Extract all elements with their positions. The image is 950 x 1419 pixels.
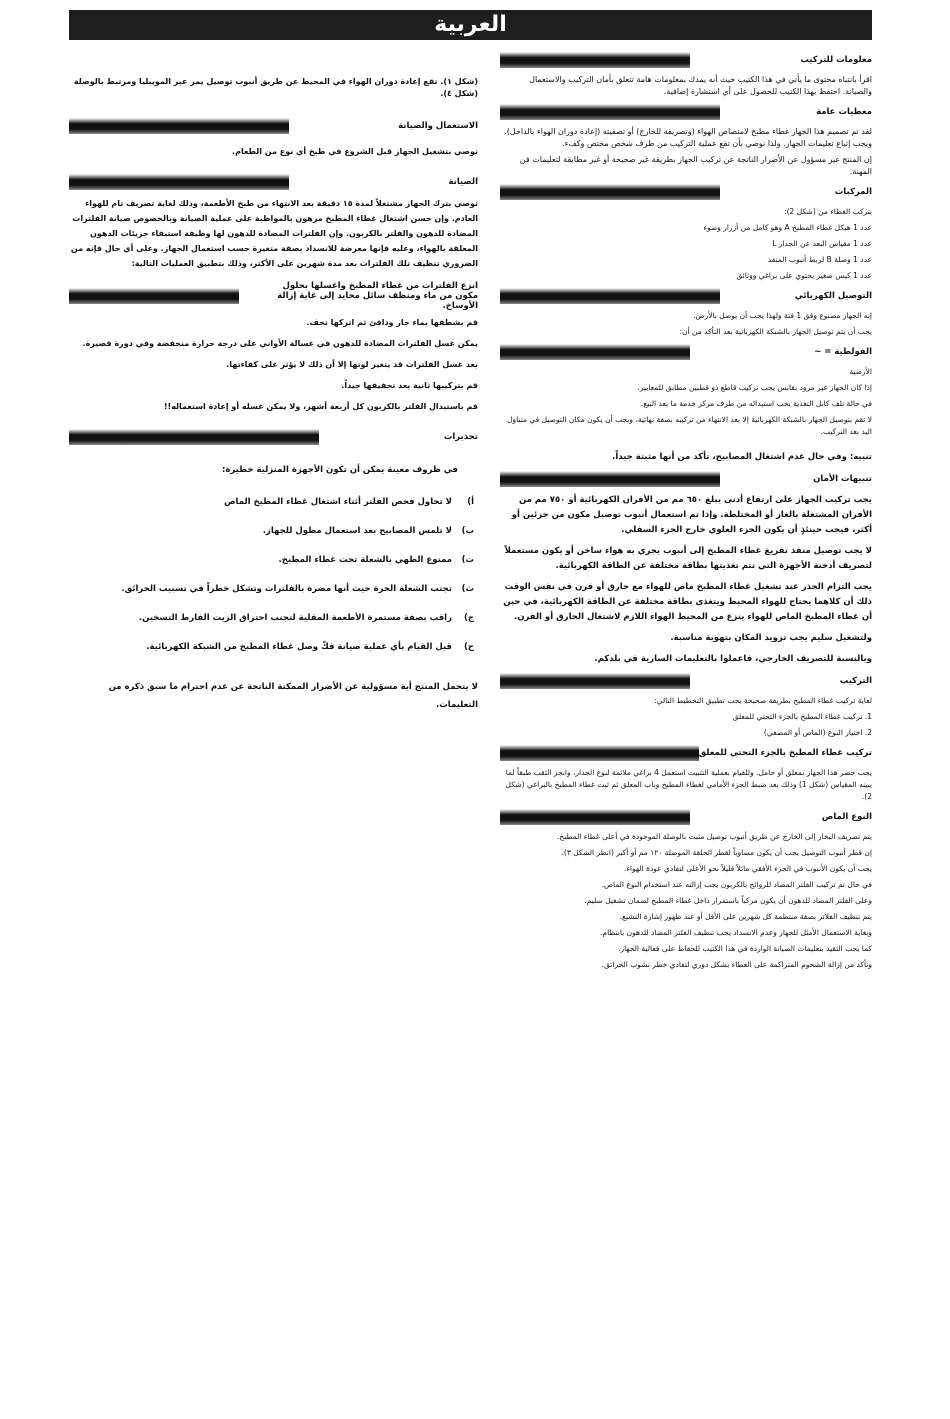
section-heading: تركيب غطاء المطبخ بالجزء التحتي للمعلق: [698, 748, 872, 758]
section-heading: التركيب: [839, 676, 872, 686]
paragraph: يجب حصر هذا الجهاز بمعلق أو حامل. وللقيام بعملية التثبيت استعمل 4 براغي ملائمة لنوع الجدار، وانجز الثقب طبقاً لما يبينه المقياس (شكل 1) وذلك بعد ضبط الجزء الأمامي لغطاء المطبخ وباب المعلق ثم ثبت غطاء المطبخ بالبراغي (شكل 2).: [505, 768, 872, 801]
heading-bar: [500, 745, 699, 761]
heading-bar: [500, 809, 690, 825]
paragraph: إنه الجهاز مصنوع وفق 1 فئة ولهذا يجب أن يوصل بالأرض.: [693, 311, 872, 320]
paragraph: اقرأ بانتباه محتوى ما يأتي في هذا الكتيب حيث أنه يمدك بمعلومات هامة تتعلق بأمان التركيب والاستعمال والصيانة. احتفظ بهذا الكتيب للحصول على أي استشارة إضافية.: [529, 75, 872, 96]
list-item: [69, 525, 478, 538]
paragraph: (شكل ١). تقع إعادة دوران الهواء في المحيط عن طريق أنبوب توصيل يمر عبر المويبليا ومرتبط بالوصلة (شكل ٤).: [73, 77, 478, 98]
list-item: كما يجب التقيد بتعليمات الصيانة الواردة في هذا الكتيب للحفاظ على فعالية الجهاز.: [618, 944, 872, 953]
paragraph: وبالنسبة للتصريف الخارجي، فاعملوا بالتعليمات السارية في بلدكم.: [594, 654, 872, 664]
heading-bar: [69, 429, 319, 445]
heading-bar: [500, 184, 720, 200]
list-marker: أ): [467, 497, 474, 507]
list-item: وعلى الفلتر المضاد للدهون أن يكون مركباً باستمرار داخل غطاء المطبخ لضمان تشغيل سليم.: [584, 896, 872, 905]
list-marker: ج): [463, 613, 474, 623]
section-safety: [500, 471, 872, 487]
list-marker: ب): [461, 526, 474, 536]
section-heading: الفولطية = ~: [814, 347, 872, 357]
section-components: [500, 184, 872, 200]
section-heading: الاستعمال والصيانة: [398, 121, 478, 131]
list-marker: ح): [463, 642, 474, 652]
section-mounting: [500, 745, 872, 761]
heading-bar: [69, 288, 239, 304]
list-item: في حالة تلف كابل التغذية يجب استبداله من طرف مركز خدمة ما بعد البيع.: [640, 399, 872, 408]
section-electrical: [500, 288, 872, 304]
section-general: [500, 104, 872, 120]
section-heading: التوصيل الكهربائي: [794, 291, 872, 301]
page-header: [69, 10, 872, 40]
section-heading: معطيات عامة: [816, 107, 872, 117]
list-item: عدد 1 هيكل غطاء المطبخ A وهو كامل من أزرار وضوء: [703, 223, 872, 232]
list-text: لا تحاول فحص الفلتر أثناء اشتغال غطاء المطبخ الماص: [224, 497, 452, 507]
list-text: تجنب الشعلة الحرة حيث أنها مضرة بالفلترات وتشكل خطراً في تسبيب الحرائق.: [121, 584, 452, 594]
section-heading: الصيانة: [448, 177, 478, 187]
list-item: بعد غسل الفلترات قد يتغير لونها إلا أن ذلك لا يؤثر على كفاءتها.: [226, 360, 478, 369]
list-item: 1. تركيب غطاء المطبخ بالجزء التحتي للمعلق: [732, 712, 872, 721]
paragraph: يجب تركيب الجهاز على ارتفاع أدنى يبلغ ٦٥٠ مم من الأفران الكهربائية أو ٧٥٠ مم من الأفران المشتغلة بالغاز أو المختلطة. وإذا تم استعمال أنبوب توصيل مكون من جزئين أو أكثر، فيجب حينئذٍ أن يكون الجزء العلوي خارج الجزء السفلي.: [511, 495, 872, 535]
section-heading: انزع الفلترات من غطاء المطبخ واغسلها بحلول مكون من ماء ومنظف سائل محايد إلى غاية إزالة الأوساخ.: [277, 281, 478, 311]
section-types: [500, 809, 872, 825]
heading-bar: [500, 673, 690, 689]
heading-bar: [69, 174, 289, 190]
list-item: قم بشطفها بماء جار ودافئ ثم اتركها تجف.: [306, 318, 478, 327]
list-item: وبغاية الاستعمال الأمثل للجهاز وعدم الانسداد يجب تنظيف الفلتر المضاد للدهون بانتظام.: [600, 928, 872, 937]
section-installation: [500, 673, 872, 689]
list-marker: ت): [461, 555, 474, 565]
list-marker: ث): [461, 584, 474, 594]
list-text: راقب بصفة مستمرة الأطعمة المقلية لتجنب احتراق الزيت الفارط التسخين.: [138, 613, 452, 623]
paragraph: في ظروف معينة يمكن أن تكون الأجهزة المنزلية خطيرة:: [221, 465, 458, 475]
list-item: يمكن غسل الفلترات المضادة للدهون في غسالة الأواني على درجة حرارة منخفضة وفي دورة قصيرة.: [82, 339, 478, 348]
heading-bar: [500, 52, 690, 68]
list-text: ممنوع الطهي بالشعلة تحت غطاء المطبخ.: [278, 555, 452, 565]
paragraph: إن المنتج غير مسؤول عن الأضرار الناتجة عن تركيب الجهاز بطريقة غير صحيحة أو غير مطابقة لتعليمات فن المهنة.: [519, 155, 872, 176]
list-item: قم باستبدال الفلتر بالكربون كل أربعة أشهر، ولا يمكن غسله أو إعادة استعماله!!: [163, 402, 478, 411]
paragraph: يجب أن يتم توصيل الجهاز بالشبكة الكهربائية بعد التأكد من أن:: [679, 327, 872, 336]
heading-bar: [500, 344, 690, 360]
list-item: يتم تصريف البخار إلى الخارج عن طريق أنبوب توصيل مثبت بالوصلة الموجودة في أعلى غطاء المطبخ.: [557, 832, 872, 841]
section-install-info: [500, 52, 872, 68]
list-item: يجب أن يكون الأنبوب في الجزء الأفقي مائلاً قليلاً نحو الأعلى لتفادي عودة الهواء.: [623, 864, 872, 873]
list-item: إن قطر أنبوب التوصيل يجب أن يكون مساوياً لقطر الحلقة الموصلة ١٢٠ مم أو أكبر (انظر الشكل ٣).: [561, 848, 872, 857]
paragraph: لغاية تركيب غطاء المطبخ بطريقة صحيحة يجب تطبيق التخطيط التالي:: [654, 696, 872, 705]
list-item: [69, 612, 478, 625]
list-item: عدد 1 كيس صغير يحتوي على براغي ووثائق: [736, 271, 872, 280]
section-heading: تنبيهات الأمان: [813, 474, 872, 484]
section-heading: النوع الماص: [821, 812, 872, 822]
list-item: [69, 641, 478, 654]
section-use: [69, 118, 478, 134]
list-item: عدد 1 مقياس البعد عن الجدار L: [772, 239, 872, 248]
paragraph: لقد تم تصميم هذا الجهاز غطاء مطبخ لامتصاص الهواء (وتصريفه للخارج) أو تصفيته (إعادة دوران الهواء بالداخل). ويجب إتباع تعليمات الجهاز. ولذا نوصي بأن تقع عملية التركيب من طرف شخص مختص وكفء.: [504, 127, 872, 148]
disclaimer: لا يتحمل المنتج أية مسؤولية عن الأضرار الممكنة الناتجة عن عدم احترام ما سبق ذكره من التعليمات.: [108, 682, 478, 710]
paragraph: يجب التزام الحذر عند تشغيل غطاء المطبخ ماص للهواء مع حارق أو فرن في نفس الوقت ذلك أن كلاهما يحتاج للهواء المحيط ويتغذى بطاقة مختلفة عن الطاقة الكهربائية، في حين أن غطاء المطبخ الماص للهواء ينزع من المحيط الهواء اللازم لاشتغال الحارق أو الفرن.: [503, 582, 872, 622]
section-heading: تحذيرات: [443, 432, 478, 442]
list-item: [69, 583, 478, 596]
list-item: [69, 554, 478, 567]
section-warnings: [69, 429, 478, 445]
heading-bar: [69, 118, 289, 134]
heading-bar: [500, 104, 720, 120]
paragraph: يتركب الغطاء من (شكل 2):: [784, 207, 872, 216]
section-electrical-details: [500, 344, 872, 360]
heading-bar: [500, 288, 720, 304]
list-item: إذا كان الجهاز غير مزود بقابس يجب تركيب قاطع ذو قطبين مطابق للمعايير.: [637, 383, 872, 392]
paragraph: نوصي بترك الجهاز مشتغلاً لمدة ١٥ دقيقة بعد الانتهاء من طبخ الأطعمة، وذلك لغاية تصريف تام للهواء العادم. وإن حسن اشتغال غطاء المطبخ مرهون بالمواظبة على عملية الصيانة وبالخصوص صيانة الفلترات المضادة للدهون والفلتر بالكربون. وإن الفلترات المضادة للدهون لها وظيفة استيفاء جزيئات الدهون المعلقة بالهواء، وعليه فإنها معرضة للانسداد بصفة متغيرة حسب استعمال الجهاز. وعلى أي حال فإنه من الضروري تنظيف تلك الفلترات بعد مدة شهرين على الأكثر، وذلك بتطبيق العمليات التالية:: [70, 199, 478, 268]
list-item: في حال تم تركيب الفلتر المضاد للروائح بالكربون يجب إزالته عند استخدام النوع الماص.: [601, 880, 872, 889]
heading-bar: [500, 471, 720, 487]
list-item: الأرضية: [849, 367, 872, 376]
section-heading: معلومات للتركيب: [800, 55, 872, 65]
list-text: لا تلمس المصابيح بعد استعمال مطول للجهاز.: [262, 526, 452, 536]
page-title: العربية: [434, 12, 507, 37]
paragraph: لا يجب توصيل منفذ تفريغ غطاء المطبخ إلى أنبوب يجري به هواء ساخن أو يكون مستعملاً لتصريف أدخنة الأجهزة التي تتم تغذيتها بطاقة مختلفة عن الطاقة الكهربائية.: [504, 546, 872, 571]
left-column: [69, 76, 478, 720]
list-item: قم بتركيبها ثانية بعد تجفيفها جيداً.: [341, 381, 478, 390]
section-heading: المركبات: [834, 187, 872, 197]
list-item: لا تقم بتوصيل الجهاز بالشبكة الكهربائية إلا بعد الانتهاء من تركيبه بصفة نهائية، ويجب أن يكون مكان التوصيل في متناول اليد بعد التركيب.: [507, 415, 872, 436]
paragraph: نوصي بتشغيل الجهاز قبل الشروع في طبخ أي نوع من الطعام.: [232, 147, 478, 156]
list-item: وتأكد من إزالة الشحوم المتراكمة على الغطاء بشكل دوري لتفادي خطر نشوب الحرائق.: [601, 960, 872, 969]
section-maintenance: [69, 174, 478, 190]
section-steps: [69, 281, 478, 311]
paragraph: ولتشغيل سليم يجب تزويد المكان بتهوية مناسبة.: [670, 633, 872, 643]
list-text: قبل القيام بأي عملية صيانة فكّ وصل غطاء المطبخ من الشبكة الكهربائية.: [146, 642, 452, 652]
note: تنبيه: وفي حال عدم اشتغال المصابيح، تأكد من أنها مثبتة جيداً.: [612, 452, 872, 462]
list-item: يتم تنظيف الفلاتر بصفة منتظمة كل شهرين على الأقل أو عند ظهور إشارة التشبع.: [619, 912, 872, 921]
right-column: [500, 46, 872, 975]
list-item: [69, 496, 478, 509]
list-item: 2. اختيار النوع (الماص أو المصفي): [763, 728, 872, 737]
list-item: عدد 1 وصلة B لربط أنبوب المنفذ: [767, 255, 872, 264]
